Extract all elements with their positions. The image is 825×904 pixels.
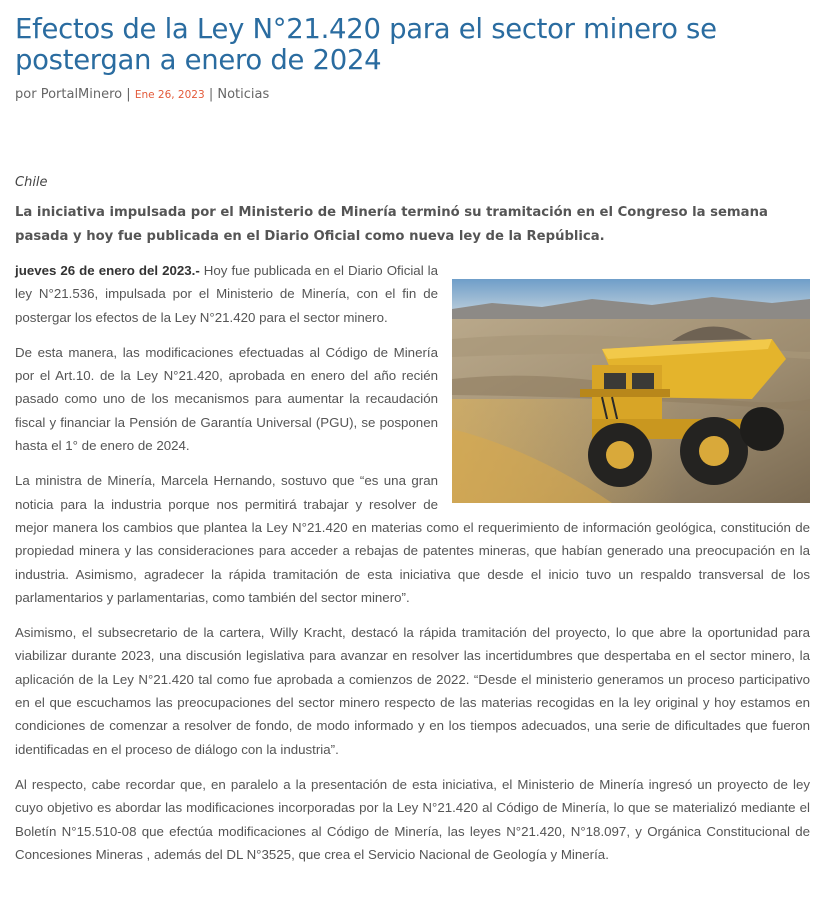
- article-container: [15, 13, 810, 862]
- article-body: [15, 259, 810, 878]
- paragraph-3: La ministra de Minería, Marcela Hernando, sostuvo que “es una gran noticia para la industria porque nos permitirá trabajar y resolver de mejor manera los cambios que plantea la Ley N°21.420 en materias como el requerimiento de información geológica, constitución de propiedad minera y las consideraciones para acceder a rebajas de patentes mineras, que habían generado una preocupación en la industria. Asimismo, agradecer la rápida tramitación de esta iniciativa que desde el inicio tuvo un respaldo transversal de los parlamentarios y parlamentarias, como también del sector minero”.: [15, 473, 810, 605]
- paragraph-1-text: Hoy fue publicada en el Diario Oficial la ley N°21.536, impulsada por el Ministerio de Minería, con el fin de postergar los efectos de la Ley N°21.420 para el sector minero.: [15, 263, 438, 325]
- page-title: Efectos de la Ley N°21.420 para el sector minero se postergan a enero de 2024: [15, 13, 717, 76]
- paragraph-5: Al respecto, cabe recordar que, en paralelo a la presentación de esta iniciativa, el Ministerio de Minería ingresó un proyecto de ley cuyo objetivo es abordar las modificaciones incorporadas por la Ley N°21.420 al Código de Minería, lo que se materializó mediante el Boletín N°15.510-08 que efectúa modificaciones al Código de Minería, las leyes N°21.420, N°18.097, y Orgánica Constitucional de Concesiones Mineras , además del DL N°3525, que crea el Servicio Nacional de Geología y Minería.: [15, 776, 810, 862]
- meta-separator: |: [208, 87, 214, 102]
- article-meta: [15, 87, 810, 102]
- meta-separator: |: [126, 87, 131, 102]
- paragraph-2: De esta manera, las modificaciones efectuadas al Código de Minería por el Art.10. de la Ley N°21.420, aprobada en enero del año recién pasado como uno de los mecanismos para aumentar la recaudación fiscal y financiar la Pensión de Garantía Universal (PGU), se posponen hasta el 1° de enero de 2024.: [15, 344, 438, 454]
- category-link[interactable]: Noticias: [217, 87, 270, 102]
- dateline: jueves 26 de enero del 2023.-: [15, 263, 200, 278]
- byline-prefix: por: [15, 87, 37, 102]
- paragraph-4: Asimismo, el subsecretario de la cartera, Willy Kracht, destacó la rápida tramitación del proyecto, lo que abre la oportunidad para viabilizar durante 2023, una discusión legislativa para avanzar en resolver las incertidumbres que despertaba en el sector minero, la aplicación de la Ley N°21.420 tal como fue aprobada a comienzos de 2022. “Desde el ministerio generamos un proceso participativo en el que escuchamos las preocupaciones del sector minero respecto de las materias recogidas en la ley original y hoy estamos en condiciones de comenzar a resolver de fondo, de modo informado y en los tiempos adecuados, una serie de dificultades que fueron identificadas en el proceso de diálogo con la industria”.: [15, 625, 810, 757]
- article-location: Chile: [15, 175, 48, 190]
- article-lead: La iniciativa impulsada por el Ministerio de Minería terminó su tramitación en el Congreso la semana pasada y hoy fue publicada en el Diario Oficial como nueva ley de la República.: [15, 205, 768, 244]
- mining-truck-image: [452, 279, 810, 503]
- mining-truck-photo: [452, 279, 810, 503]
- author-link[interactable]: PortalMinero: [40, 87, 123, 102]
- publish-date: Ene 26, 2023: [134, 89, 205, 101]
